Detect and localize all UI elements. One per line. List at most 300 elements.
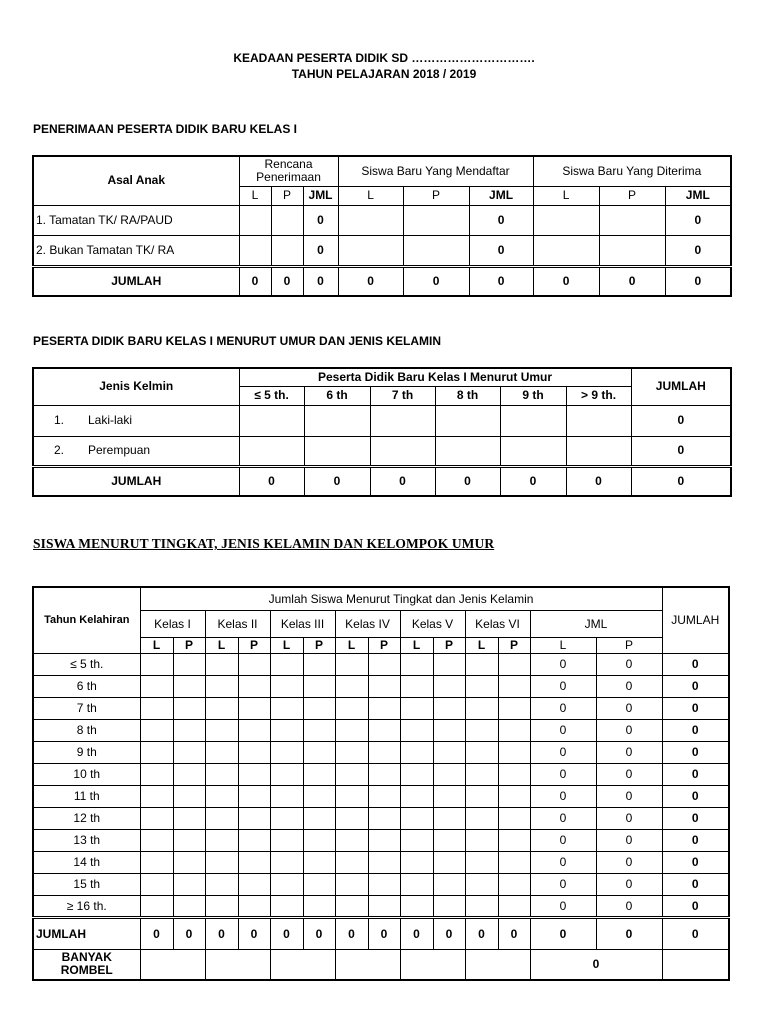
total-cell: 0 bbox=[368, 917, 400, 949]
table-cell bbox=[270, 719, 303, 741]
total-label: JUMLAH bbox=[33, 466, 239, 496]
total-cell: 0 bbox=[370, 466, 435, 496]
subheader-jml: JML bbox=[303, 186, 338, 205]
total-cell: 0 bbox=[596, 917, 662, 949]
total-cell: 0 bbox=[205, 917, 238, 949]
subheader-l: L bbox=[400, 637, 433, 653]
col-group: Jumlah Siswa Menurut Tingkat dan Jenis Kelamin bbox=[140, 587, 662, 610]
jml-p: 0 bbox=[596, 807, 662, 829]
table-cell bbox=[335, 675, 368, 697]
table-cell bbox=[465, 719, 498, 741]
table-cell bbox=[304, 436, 370, 466]
table-cell bbox=[465, 851, 498, 873]
table-cell bbox=[368, 829, 400, 851]
table-cell bbox=[335, 741, 368, 763]
table-cell bbox=[498, 873, 530, 895]
table-cell bbox=[239, 405, 304, 436]
year-label: ≤ 5 th. bbox=[33, 653, 140, 675]
table-cell bbox=[303, 675, 335, 697]
subheader-l: L bbox=[205, 637, 238, 653]
jml-p: 0 bbox=[596, 895, 662, 917]
table-cell bbox=[368, 851, 400, 873]
table-cell bbox=[303, 807, 335, 829]
table-cell bbox=[335, 785, 368, 807]
table-cell bbox=[140, 851, 173, 873]
table-cell bbox=[140, 675, 173, 697]
table-cell bbox=[500, 436, 566, 466]
jml-p: 0 bbox=[596, 653, 662, 675]
total-cell: 0 bbox=[239, 466, 304, 496]
table-cell bbox=[465, 653, 498, 675]
subheader-p: P bbox=[596, 637, 662, 653]
table-cell bbox=[205, 719, 238, 741]
table-cell bbox=[173, 697, 205, 719]
table-row bbox=[33, 719, 729, 741]
table-row bbox=[33, 675, 729, 697]
table-cell: 0 bbox=[469, 235, 533, 266]
rombel-cell bbox=[140, 949, 205, 980]
year-label: 13 th bbox=[33, 829, 140, 851]
subheader-p: P bbox=[368, 637, 400, 653]
row-total: 0 bbox=[662, 807, 729, 829]
table-cell bbox=[433, 829, 465, 851]
table-cell bbox=[173, 741, 205, 763]
table-cell bbox=[238, 895, 270, 917]
table-cell bbox=[303, 763, 335, 785]
table-cell bbox=[400, 719, 433, 741]
total-cell: 0 bbox=[239, 266, 271, 296]
table-cell bbox=[270, 675, 303, 697]
subheader-p: P bbox=[271, 186, 303, 205]
table-cell: 0 bbox=[665, 235, 731, 266]
table-cell bbox=[435, 436, 500, 466]
table-cell bbox=[465, 697, 498, 719]
row-total: 0 bbox=[662, 675, 729, 697]
table-cell bbox=[465, 895, 498, 917]
jml-l: 0 bbox=[530, 741, 596, 763]
rombel-value: 0 bbox=[530, 949, 662, 980]
table-cell bbox=[140, 785, 173, 807]
subheader-l: L bbox=[530, 637, 596, 653]
table-cell bbox=[465, 741, 498, 763]
col-tahun-kelahiran: Tahun Kelahiran bbox=[33, 587, 140, 653]
jml-p: 0 bbox=[596, 697, 662, 719]
class-header: Kelas VI bbox=[465, 610, 530, 637]
year-label: 12 th bbox=[33, 807, 140, 829]
table-cell bbox=[173, 675, 205, 697]
table-cell bbox=[140, 653, 173, 675]
age-header: 6 th bbox=[304, 386, 370, 405]
row-total: 0 bbox=[662, 763, 729, 785]
table-cell bbox=[335, 763, 368, 785]
jml-p: 0 bbox=[596, 763, 662, 785]
table-cell bbox=[238, 653, 270, 675]
row-total: 0 bbox=[662, 697, 729, 719]
rombel-total-cell bbox=[662, 949, 729, 980]
table-cell bbox=[566, 436, 631, 466]
jml-p: 0 bbox=[596, 829, 662, 851]
table-cell bbox=[270, 785, 303, 807]
section3-title: SISWA MENURUT TINGKAT, JENIS KELAMIN DAN KELOMPOK UMUR bbox=[33, 536, 495, 551]
document-title: KEADAAN PESERTA DIDIK SD …………………………. bbox=[233, 51, 535, 65]
subheader-p: P bbox=[403, 186, 469, 205]
jml-l: 0 bbox=[530, 675, 596, 697]
row-number: 2. bbox=[54, 443, 65, 457]
year-label: 10 th bbox=[33, 763, 140, 785]
table-cell bbox=[433, 763, 465, 785]
age-header: > 9 th. bbox=[566, 386, 631, 405]
table-cell bbox=[140, 829, 173, 851]
jml-l: 0 bbox=[530, 829, 596, 851]
table-cell bbox=[205, 697, 238, 719]
table-cell bbox=[368, 741, 400, 763]
rombel-cell bbox=[270, 949, 335, 980]
total-cell: 0 bbox=[338, 266, 403, 296]
age-header: 7 th bbox=[370, 386, 435, 405]
total-cell: 0 bbox=[500, 466, 566, 496]
rombel-cell bbox=[205, 949, 270, 980]
subheader-l: L bbox=[338, 186, 403, 205]
class-header: Kelas IV bbox=[335, 610, 400, 637]
table-cell bbox=[533, 235, 599, 266]
jml-p: 0 bbox=[596, 785, 662, 807]
table-cell bbox=[400, 895, 433, 917]
table-cell bbox=[498, 785, 530, 807]
table-cell bbox=[433, 851, 465, 873]
table-row bbox=[33, 807, 729, 829]
table-cell bbox=[205, 807, 238, 829]
section1-title: PENERIMAAN PESERTA DIDIK BARU KELAS I bbox=[33, 122, 298, 136]
table-cell bbox=[433, 675, 465, 697]
table-cell bbox=[465, 807, 498, 829]
row-total: 0 bbox=[662, 741, 729, 763]
table-cell bbox=[205, 653, 238, 675]
subheader-l: L bbox=[335, 637, 368, 653]
table-cell bbox=[303, 653, 335, 675]
table-cell bbox=[238, 697, 270, 719]
age-header: ≤ 5 th. bbox=[239, 386, 304, 405]
table-cell bbox=[433, 719, 465, 741]
subheader-l: L bbox=[270, 637, 303, 653]
table-cell bbox=[465, 763, 498, 785]
table-cell bbox=[498, 895, 530, 917]
table-cell bbox=[238, 675, 270, 697]
class-header: Kelas I bbox=[140, 610, 205, 637]
class-header: Kelas V bbox=[400, 610, 465, 637]
table-cell bbox=[500, 405, 566, 436]
subheader-jml: JML bbox=[469, 186, 533, 205]
col-asal-anak: Asal Anak bbox=[33, 156, 239, 205]
table-cell bbox=[400, 697, 433, 719]
table-cell bbox=[173, 719, 205, 741]
table-cell bbox=[335, 895, 368, 917]
year-label: ≥ 16 th. bbox=[33, 895, 140, 917]
table-cell bbox=[335, 873, 368, 895]
table-cell bbox=[400, 741, 433, 763]
table-cell bbox=[498, 653, 530, 675]
table-cell bbox=[533, 205, 599, 235]
row-total: 0 bbox=[662, 719, 729, 741]
table-cell bbox=[238, 807, 270, 829]
table-cell bbox=[303, 851, 335, 873]
row-label: 1. Tamatan TK/ RA/PAUD bbox=[33, 205, 239, 235]
class-header: JML bbox=[530, 610, 662, 637]
rombel-label: BANYAK ROMBEL bbox=[33, 949, 140, 980]
table-cell bbox=[338, 235, 403, 266]
total-cell: 0 bbox=[498, 917, 530, 949]
table-cell bbox=[303, 741, 335, 763]
col-diterima: Siswa Baru Yang Diterima bbox=[533, 156, 731, 186]
table-cell bbox=[205, 895, 238, 917]
row-total: 0 bbox=[662, 785, 729, 807]
total-cell: 0 bbox=[566, 466, 631, 496]
table-cell bbox=[303, 829, 335, 851]
total-cell: 0 bbox=[238, 917, 270, 949]
table-cell bbox=[205, 763, 238, 785]
table-cell bbox=[335, 807, 368, 829]
jml-l: 0 bbox=[530, 873, 596, 895]
table-cell bbox=[173, 763, 205, 785]
total-cell: 0 bbox=[271, 266, 303, 296]
table-cell bbox=[303, 895, 335, 917]
table-cell bbox=[303, 697, 335, 719]
table-cell bbox=[498, 675, 530, 697]
table-cell bbox=[238, 719, 270, 741]
table-cell bbox=[270, 741, 303, 763]
table-cell bbox=[433, 741, 465, 763]
subheader-p: P bbox=[599, 186, 665, 205]
table-cell bbox=[239, 436, 304, 466]
table-cell bbox=[238, 829, 270, 851]
table-cell bbox=[140, 873, 173, 895]
table-cell bbox=[433, 653, 465, 675]
row-total: 0 bbox=[662, 851, 729, 873]
year-label: 15 th bbox=[33, 873, 140, 895]
grand-total: 0 bbox=[631, 466, 731, 496]
table-cell bbox=[303, 785, 335, 807]
row-label: 2. Bukan Tamatan TK/ RA bbox=[33, 235, 239, 266]
row-total: 0 bbox=[662, 895, 729, 917]
table-cell bbox=[239, 205, 271, 235]
table-cell bbox=[173, 895, 205, 917]
jml-p: 0 bbox=[596, 873, 662, 895]
subheader-p: P bbox=[238, 637, 270, 653]
table-cell bbox=[270, 763, 303, 785]
table-cell: 0 bbox=[303, 205, 338, 235]
total-cell: 0 bbox=[270, 917, 303, 949]
row-label-text: Perempuan bbox=[88, 443, 151, 457]
table-cell bbox=[368, 873, 400, 895]
table-cell bbox=[335, 653, 368, 675]
total-cell: 0 bbox=[533, 266, 599, 296]
year-label: 8 th bbox=[33, 719, 140, 741]
table-cell bbox=[205, 675, 238, 697]
table-cell bbox=[403, 205, 469, 235]
table-cell bbox=[270, 697, 303, 719]
table-cell bbox=[368, 697, 400, 719]
table-cell bbox=[368, 807, 400, 829]
rombel-cell bbox=[335, 949, 400, 980]
age-header: 9 th bbox=[500, 386, 566, 405]
jml-l: 0 bbox=[530, 653, 596, 675]
jml-l: 0 bbox=[530, 719, 596, 741]
table-cell bbox=[400, 675, 433, 697]
table-cell bbox=[435, 405, 500, 436]
total-cell: 0 bbox=[335, 917, 368, 949]
jml-p: 0 bbox=[596, 741, 662, 763]
table-cell bbox=[368, 763, 400, 785]
table-row bbox=[33, 829, 729, 851]
table-cell bbox=[498, 741, 530, 763]
jml-p: 0 bbox=[596, 719, 662, 741]
table-cell bbox=[140, 719, 173, 741]
row-label bbox=[33, 405, 239, 436]
table-penerimaan bbox=[32, 155, 732, 297]
row-total: 0 bbox=[662, 653, 729, 675]
jml-p: 0 bbox=[596, 675, 662, 697]
table-tingkat bbox=[32, 586, 730, 981]
table-cell: 0 bbox=[469, 205, 533, 235]
table-cell bbox=[270, 807, 303, 829]
table-cell bbox=[205, 873, 238, 895]
table-cell bbox=[498, 829, 530, 851]
table-cell bbox=[566, 405, 631, 436]
table-cell bbox=[498, 851, 530, 873]
table-cell bbox=[140, 807, 173, 829]
total-cell: 0 bbox=[665, 266, 731, 296]
subheader-p: P bbox=[173, 637, 205, 653]
total-cell: 0 bbox=[465, 917, 498, 949]
row-label-text: Laki-laki bbox=[88, 413, 133, 427]
table-cell bbox=[368, 719, 400, 741]
row-total: 0 bbox=[662, 873, 729, 895]
subheader-l: L bbox=[533, 186, 599, 205]
table-cell bbox=[238, 741, 270, 763]
subheader-p: P bbox=[433, 637, 465, 653]
subheader-jml: JML bbox=[665, 186, 731, 205]
jml-l: 0 bbox=[530, 807, 596, 829]
table-cell bbox=[238, 851, 270, 873]
table-cell bbox=[465, 785, 498, 807]
col-umur: Peserta Didik Baru Kelas I Menurut Umur bbox=[239, 368, 631, 386]
subheader-l: L bbox=[140, 637, 173, 653]
table-cell bbox=[338, 205, 403, 235]
table-cell bbox=[335, 719, 368, 741]
table-cell: 0 bbox=[303, 235, 338, 266]
year-label: 6 th bbox=[33, 675, 140, 697]
year-label: 9 th bbox=[33, 741, 140, 763]
table-cell bbox=[205, 785, 238, 807]
table-cell bbox=[271, 205, 303, 235]
table-cell bbox=[173, 873, 205, 895]
class-header: Kelas III bbox=[270, 610, 335, 637]
table-cell bbox=[270, 829, 303, 851]
rombel-cell bbox=[465, 949, 530, 980]
table-cell bbox=[140, 895, 173, 917]
total-cell: 0 bbox=[173, 917, 205, 949]
table-cell bbox=[403, 235, 469, 266]
jml-l: 0 bbox=[530, 763, 596, 785]
total-cell: 0 bbox=[403, 266, 469, 296]
row-total: 0 bbox=[662, 829, 729, 851]
table-row bbox=[33, 851, 729, 873]
total-label: JUMLAH bbox=[33, 266, 239, 296]
table-cell bbox=[498, 807, 530, 829]
table-cell bbox=[400, 653, 433, 675]
table-cell bbox=[270, 873, 303, 895]
row-total: 0 bbox=[631, 436, 731, 466]
table-cell bbox=[239, 235, 271, 266]
table-row bbox=[33, 785, 729, 807]
table-cell bbox=[173, 653, 205, 675]
table-cell bbox=[205, 851, 238, 873]
year-label: 11 th bbox=[33, 785, 140, 807]
total-cell: 0 bbox=[140, 917, 173, 949]
table-cell bbox=[498, 719, 530, 741]
col-jumlah-3: JUMLAH bbox=[662, 587, 729, 653]
table-cell bbox=[400, 807, 433, 829]
subheader-l: L bbox=[239, 186, 271, 205]
table-cell bbox=[140, 697, 173, 719]
age-header: 8 th bbox=[435, 386, 500, 405]
table-cell bbox=[400, 851, 433, 873]
row-total: 0 bbox=[631, 405, 731, 436]
total-cell: 0 bbox=[435, 466, 500, 496]
jml-l: 0 bbox=[530, 697, 596, 719]
table-cell bbox=[173, 851, 205, 873]
subheader-p: P bbox=[498, 637, 530, 653]
table-cell bbox=[304, 405, 370, 436]
table-cell bbox=[335, 851, 368, 873]
table-cell bbox=[400, 829, 433, 851]
jml-l: 0 bbox=[530, 851, 596, 873]
table-cell bbox=[140, 763, 173, 785]
table-cell bbox=[368, 653, 400, 675]
table-row bbox=[33, 763, 729, 785]
table-cell bbox=[368, 895, 400, 917]
col-mendaftar: Siswa Baru Yang Mendaftar bbox=[338, 156, 533, 186]
table-cell bbox=[335, 697, 368, 719]
table-cell bbox=[370, 436, 435, 466]
col-jenis-kelamin: Jenis Kelmin bbox=[33, 368, 239, 405]
subheader-l: L bbox=[465, 637, 498, 653]
year-label: 7 th bbox=[33, 697, 140, 719]
table-cell bbox=[433, 697, 465, 719]
table-cell: 0 bbox=[665, 205, 731, 235]
table-cell bbox=[173, 785, 205, 807]
table-cell bbox=[238, 785, 270, 807]
table-cell bbox=[368, 785, 400, 807]
jml-l: 0 bbox=[530, 895, 596, 917]
table-cell bbox=[271, 235, 303, 266]
table-cell bbox=[498, 697, 530, 719]
table-cell bbox=[173, 829, 205, 851]
table-umur bbox=[32, 367, 732, 497]
table-cell bbox=[599, 205, 665, 235]
col-rencana: Rencana Penerimaan bbox=[239, 156, 338, 186]
year-label: 14 th bbox=[33, 851, 140, 873]
total-cell: 0 bbox=[530, 917, 596, 949]
table-cell bbox=[270, 895, 303, 917]
table-row bbox=[33, 895, 729, 917]
total-cell: 0 bbox=[433, 917, 465, 949]
jml-p: 0 bbox=[596, 851, 662, 873]
table-cell bbox=[433, 895, 465, 917]
table-cell bbox=[433, 807, 465, 829]
table-cell bbox=[368, 675, 400, 697]
table-cell bbox=[335, 829, 368, 851]
table-row bbox=[33, 697, 729, 719]
